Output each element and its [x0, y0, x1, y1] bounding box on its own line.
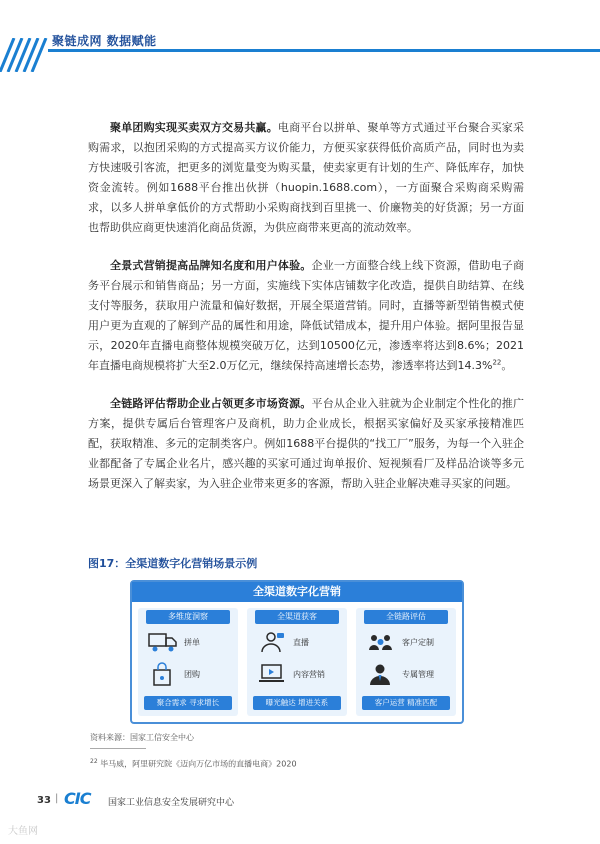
- column-foot: 聚合需求 寻求增长: [144, 696, 232, 710]
- watermark: 大鱼网: [8, 826, 38, 837]
- live-streamer-icon: [257, 630, 287, 654]
- figure-title: 图17：全渠道数字化营销场景示例: [88, 557, 258, 570]
- figure-banner: 全渠道数字化营销: [132, 582, 462, 602]
- footnote-number: 22: [90, 758, 98, 765]
- organization-name: 国家工业信息安全发展研究中心: [108, 798, 235, 808]
- article-body: [88, 118, 524, 512]
- truck-icon: [148, 630, 178, 654]
- customer-group-icon: [366, 630, 396, 654]
- page-header: [0, 0, 600, 70]
- shopping-bag-icon: [148, 662, 178, 686]
- figure-source: 资料来源：国家工信安全中心: [90, 733, 194, 742]
- item-label: 客户定制: [402, 638, 434, 647]
- item-dedicated-management: [366, 660, 450, 688]
- column-evaluation: [356, 608, 456, 716]
- footnote: [90, 758, 297, 770]
- header-stripes-decoration: [0, 38, 52, 72]
- item-label: 内容营销: [293, 670, 325, 679]
- item-customization: [366, 628, 450, 656]
- item-group-order: [148, 628, 232, 656]
- item-content-marketing: [257, 660, 341, 688]
- column-head: 全链路评估: [364, 610, 448, 624]
- item-label: 专属管理: [402, 670, 434, 679]
- page-number: 33: [37, 795, 51, 806]
- header-rule: [48, 49, 600, 52]
- cic-logo: CIC: [64, 789, 91, 808]
- paragraph-1-lead: 聚单团购实现买卖双方交易共赢。: [110, 121, 278, 134]
- paragraph-1: [88, 118, 524, 238]
- marketing-scenario-figure: [130, 580, 464, 724]
- item-label: 团购: [184, 670, 200, 679]
- footer-divider: |: [55, 793, 59, 804]
- footnote-ref[interactable]: 22: [492, 358, 502, 367]
- manager-icon: [366, 662, 396, 686]
- item-group-buy: [148, 660, 232, 688]
- item-label: 拼单: [184, 638, 200, 647]
- footnote-rule: [90, 748, 146, 749]
- header-title: 聚链成网 数据赋能: [52, 34, 157, 48]
- paragraph-1-body: 电商平台以拼单、聚单等方式通过平台聚合买家采购需求，以抱团采购的方式提高买方议价能力，方便买家获得低价高质产品，同时也为卖方快速吸引客流，把更多的浏览量变为购买量，使卖家更有计划的生产、降低库存，加快资金流转。例如1688平台推出伙拼（huopin.1688.com），一方面聚合采购商采购需求，以多人拼单拿低价的方式帮助小采购商找到百里挑一、价廉物美的好货源；另一方面也帮助供应商更快速消化商品货源，为供应商带来更高的流动效率。: [88, 121, 525, 234]
- column-head: 多维度洞察: [146, 610, 230, 624]
- footnote-text: 毕马威，阿里研究院《迈向万亿市场的直播电商》2020: [100, 759, 297, 769]
- paragraph-3-body: 平台从企业入驻就为企业制定个性化的推广方案，提供专属后台管理客户及商机，助力企业成长，根据买家偏好及买家承接精准匹配，获取精准、多元的定制类客户。例如1688平台提供的“找工厂”服务，为每一个入驻企业都配备了专属企业名片，感兴趣的买家可通过询单报价、短视频看厂及样品洽谈等多元场景更深入了解卖家，为入驻企业带来更多的客源，帮助入驻企业解决难寻买家的问题。: [88, 397, 524, 490]
- paragraph-2-body: 企业一方面整合线上线下资源，借助电子商务平台展示和销售商品；另一方面，实施线下实体店铺数字化改造，提供自助结算、在线支付等服务，获取用户流量和偏好数据，开展全渠道营销。同时，直播等新型销售模式使用户更为直观的了解到产品的属性和用途，降低试错成本，提升用户体验。据阿里报告显示，2020年直播电商整体规模突破万亿，达到10500亿元，渗透率将达到8.6%；2021年直播电商规模将扩大至2.0万亿元，继续保持高速增长态势，渗透率将达到14.3%: [88, 259, 524, 372]
- content-laptop-icon: [257, 662, 287, 686]
- column-insight: [138, 608, 238, 716]
- paragraph-2-lead: 全景式营销提高品牌知名度和用户体验。: [110, 259, 312, 272]
- item-livestream: [257, 628, 341, 656]
- column-foot: 客户运营 精准匹配: [362, 696, 450, 710]
- item-label: 直播: [293, 638, 309, 647]
- column-head: 全渠道获客: [255, 610, 339, 624]
- column-foot: 曝光触达 增进关系: [253, 696, 341, 710]
- paragraph-2: 全景式营销提高品牌知名度和用户体验。企业一方面整合线上线下资源，借助电子商务平台展示和销售商品；另一方面，实施线下实体店铺数字化改造，提供自助结算、在线支付等服务，获取用户流量和偏好数据，开展全渠道营销。同时，直播等新型销售模式使用户更为直观的了解到产品的属性和用途，降低试错成本，提升用户体验。据阿里报告显示，2020年直播电商整体规模突破万亿，达到10500亿元，渗透率将达到8.6%；2021年直播电商规模将扩大至2.0万亿元，继续保持高速增长态势，渗透率将达到14.3%$^{22}$。: [88, 259, 524, 372]
- column-acquisition: [247, 608, 347, 716]
- paragraph-3: [88, 394, 524, 494]
- paragraph-3-lead: 全链路评估帮助企业占领更多市场资源。: [110, 397, 312, 410]
